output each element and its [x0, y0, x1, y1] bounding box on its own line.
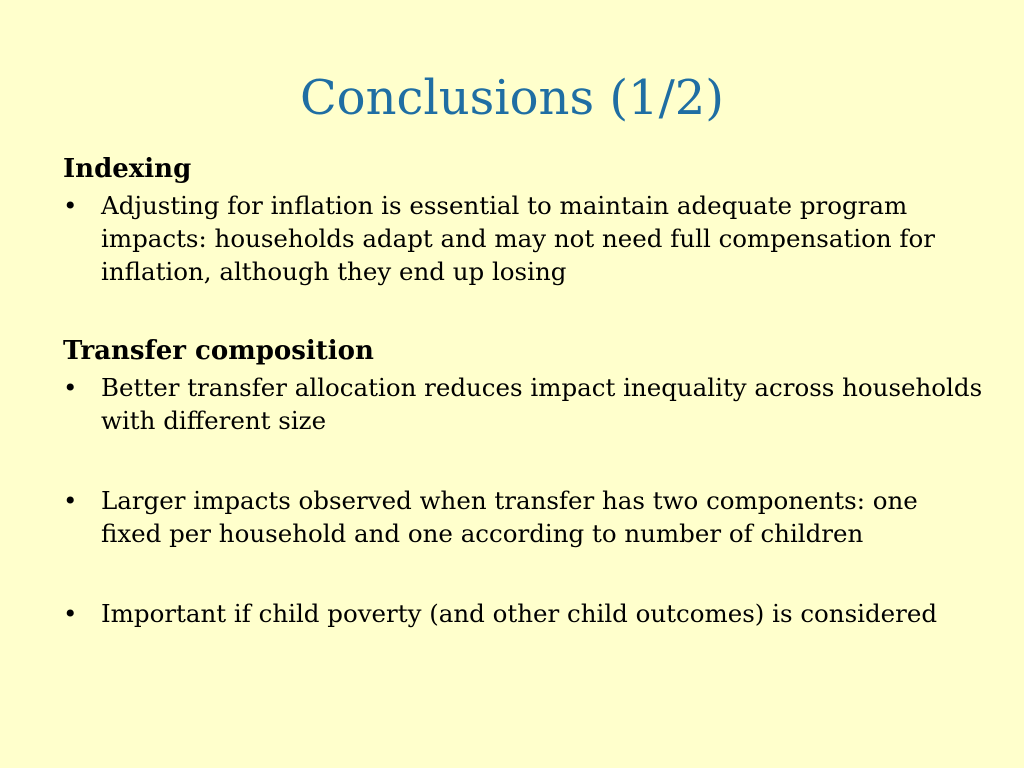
- section-heading-indexing: Indexing: [63, 154, 192, 184]
- bullet-item: [63, 189, 983, 288]
- bullet-icon: •: [63, 599, 78, 628]
- bullet-item: [63, 597, 983, 630]
- bullet-text: Better transfer allocation reduces impact inequality across households with different size: [101, 373, 983, 435]
- bullet-text: Larger impacts observed when transfer has two components: one fixed per household and one according to number of children: [101, 486, 918, 548]
- section-heading-transfer-composition: Transfer composition: [63, 336, 374, 366]
- bullet-text: Adjusting for inflation is essential to maintain adequate program impacts: households adapt and may not need full compensation for inflation, although they end up losing: [101, 191, 935, 286]
- bullet-icon: •: [63, 486, 78, 515]
- slide-title: Conclusions (1/2): [299, 70, 725, 126]
- slide-body: [63, 152, 983, 630]
- bullet-item: [63, 484, 983, 550]
- bullet-icon: •: [63, 191, 78, 220]
- bullet-icon: •: [63, 373, 78, 402]
- bullet-text: Important if child poverty (and other child outcomes) is considered: [101, 599, 938, 628]
- bullet-item: [63, 371, 983, 437]
